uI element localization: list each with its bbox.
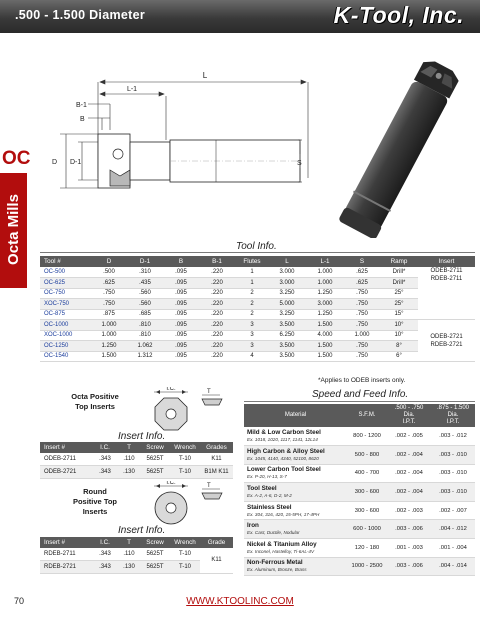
table-cell: .560 <box>126 288 164 299</box>
material-examples: Ex. A-2, A-6, D-2, M-2 <box>247 493 292 499</box>
table-cell: 1.000 <box>92 320 126 331</box>
table-cell: .343 <box>92 561 118 574</box>
table-header-row <box>40 442 233 453</box>
table-row <box>244 427 475 446</box>
column-header: Grade <box>200 537 233 548</box>
table-cell: 25° <box>380 299 418 310</box>
brand-logo: K-Tool, Inc. <box>333 2 464 28</box>
table-cell: 300 - 600 <box>347 483 387 502</box>
table-cell: .220 <box>198 320 236 331</box>
material-cell <box>244 464 347 483</box>
tool-number-link[interactable]: OC-750 <box>40 288 92 299</box>
table-row <box>40 453 233 466</box>
column-header: Insert # <box>40 537 92 548</box>
table-row <box>40 278 475 289</box>
table-cell: .130 <box>118 466 140 479</box>
table-cell: .220 <box>198 309 236 320</box>
dim-label-l1: L-1 <box>126 86 138 93</box>
table-cell: 1.000 <box>306 278 344 289</box>
column-header: Insert <box>418 256 475 267</box>
table-cell: .750 <box>344 299 380 310</box>
header-title: .500 - 1.500 Diameter <box>15 8 145 22</box>
table-row <box>40 351 475 362</box>
divider <box>244 401 475 402</box>
table-cell: .625 <box>92 278 126 289</box>
table-cell: 8° <box>380 341 418 352</box>
material-examples: Ex. Cast, Ductile, Nodular <box>247 530 300 536</box>
table-cell: .003 - .006 <box>387 520 431 539</box>
column-header: S.F.M. <box>347 404 387 427</box>
table-cell: 3 <box>236 320 268 331</box>
material-examples: Ex. Inconel, Hastelloy, Ti-6AL-4V <box>247 548 315 554</box>
material-name: Mild & Low Carbon Steel <box>247 429 321 437</box>
page-number: 70 <box>14 596 25 606</box>
table-cell: 1.000 <box>92 330 126 341</box>
table-cell: .002 - .004 <box>387 483 431 502</box>
table-cell: 1.000 <box>344 330 380 341</box>
table-cell: .750 <box>92 288 126 299</box>
table-cell: Drill* <box>380 267 418 278</box>
table-cell: .003 - .010 <box>431 464 475 483</box>
column-header: Screw <box>140 442 170 453</box>
dim-label-l: L <box>202 71 208 80</box>
table-cell: .220 <box>198 341 236 352</box>
material-cell <box>244 520 347 539</box>
table-cell: T-10 <box>170 561 200 574</box>
material-examples: Ex. Aluminum, Bronze, Brass <box>247 567 307 573</box>
table-cell: 3.250 <box>268 309 306 320</box>
table-cell: .095 <box>164 309 198 320</box>
table-cell: 1.500 <box>92 351 126 362</box>
tool-number-link[interactable]: OC-1540 <box>40 351 92 362</box>
table-row <box>244 539 475 558</box>
column-header: Material <box>244 404 347 427</box>
table-cell: .095 <box>164 288 198 299</box>
table-cell: 400 - 700 <box>347 464 387 483</box>
dim-label-b: B <box>80 116 85 123</box>
table-cell: .002 - .007 <box>431 501 475 520</box>
table-header-row <box>244 404 475 427</box>
material-name: Tool Steel <box>247 485 277 493</box>
svg-text:I.C.: I.C. <box>166 481 176 486</box>
svg-text:I.C.: I.C. <box>166 387 176 392</box>
table-cell: .625 <box>344 267 380 278</box>
table-cell: 3.000 <box>306 299 344 310</box>
tool-number-link[interactable]: XOC-750 <box>40 299 92 310</box>
table-cell: .343 <box>92 548 118 561</box>
table-cell: 15° <box>380 309 418 320</box>
table-cell: .220 <box>198 267 236 278</box>
table-cell: .500 <box>92 267 126 278</box>
insert-code: ODEB-2721 <box>430 333 463 340</box>
material-cell <box>244 427 347 446</box>
material-cell <box>244 483 347 502</box>
table-cell: .003 - .010 <box>431 446 475 465</box>
table-cell: 1.500 <box>306 341 344 352</box>
table-cell: 4.000 <box>306 330 344 341</box>
octa-insert-title: Insert Info. <box>118 431 166 442</box>
table-cell: 1.250 <box>306 309 344 320</box>
table-row <box>244 483 475 502</box>
dim-label-b1: B-1 <box>76 102 87 109</box>
side-tab <box>0 173 27 288</box>
divider <box>40 252 475 253</box>
table-cell: 1.500 <box>306 320 344 331</box>
table-row <box>244 520 475 539</box>
table-cell: 1.000 <box>306 267 344 278</box>
table-cell: .685 <box>126 309 164 320</box>
website-link[interactable]: WWW.KTOOLINC.COM <box>186 596 294 607</box>
table-cell: .343 <box>92 453 118 466</box>
tool-number-link[interactable]: OC-1250 <box>40 341 92 352</box>
table-cell: Drill* <box>380 278 418 289</box>
dim-label-d1: D-1 <box>70 159 82 166</box>
table-cell: 800 - 1200 <box>347 427 387 446</box>
dim-label-d: D <box>52 159 58 166</box>
table-cell: .004 - .012 <box>431 520 475 539</box>
tool-side-view <box>98 134 300 188</box>
table-cell: .810 <box>126 320 164 331</box>
table-cell: T-10 <box>170 453 200 466</box>
table-row <box>40 320 475 331</box>
table-cell: .560 <box>126 299 164 310</box>
table-cell: .095 <box>164 330 198 341</box>
round-insert-table <box>40 537 233 574</box>
insert-code: ODEB-2711 <box>430 268 463 274</box>
table-cell: .625 <box>344 278 380 289</box>
table-row <box>244 464 475 483</box>
insert-number: ODEB-2721 <box>40 466 92 479</box>
table-cell: .110 <box>118 548 140 561</box>
table-cell: 1.062 <box>126 341 164 352</box>
table-cell: .002 - .005 <box>387 427 431 446</box>
dim-line-b <box>88 104 110 130</box>
table-cell: 3.500 <box>268 351 306 362</box>
table-cell: .095 <box>164 351 198 362</box>
svg-text:T: T <box>207 389 211 395</box>
table-cell: .095 <box>164 299 198 310</box>
table-cell: .002 - .003 <box>387 501 431 520</box>
table-cell: 10° <box>380 320 418 331</box>
material-name: Stainless Steel <box>247 503 292 511</box>
column-header: Wrench <box>170 442 200 453</box>
table-row <box>244 557 475 576</box>
table-row <box>40 330 475 341</box>
table-cell: .095 <box>164 267 198 278</box>
tool-info-title: Tool Info. <box>236 241 277 252</box>
tool-note: *Applies to ODEB inserts only. <box>318 377 406 384</box>
material-cell <box>244 446 347 465</box>
tool-number-link[interactable]: OC-625 <box>40 278 92 289</box>
insert-code: RDEB-2721 <box>430 341 463 348</box>
column-header: L-1 <box>306 256 344 267</box>
table-cell: .875 <box>92 309 126 320</box>
table-cell: 1.250 <box>92 341 126 352</box>
column-header: I.C. <box>92 442 118 453</box>
octa-insert-label: Octa Positive Top Inserts <box>71 392 119 411</box>
table-cell: .003 - .010 <box>431 483 475 502</box>
table-cell: 3.000 <box>268 267 306 278</box>
table-cell: B1M K11 <box>200 466 233 479</box>
tool-number-link[interactable]: XOC-1000 <box>40 330 92 341</box>
table-cell: .095 <box>164 341 198 352</box>
table-cell: K11 <box>200 453 233 466</box>
table-cell: 600 - 1000 <box>347 520 387 539</box>
table-cell: 120 - 180 <box>347 539 387 558</box>
table-cell: .002 - .004 <box>387 446 431 465</box>
table-cell: 1.312 <box>126 351 164 362</box>
tool-number-link[interactable]: OC-1000 <box>40 320 92 331</box>
table-cell: K11 <box>200 548 233 573</box>
table-row <box>40 267 475 278</box>
svg-text:T: T <box>207 483 211 489</box>
side-tab-label: Octa Mills <box>5 194 22 265</box>
table-cell: .750 <box>92 299 126 310</box>
table-row <box>244 446 475 465</box>
table-cell: 6.250 <box>268 330 306 341</box>
table-cell: .003 - .006 <box>387 557 431 576</box>
table-cell: .220 <box>198 278 236 289</box>
table-cell: 25° <box>380 288 418 299</box>
material-examples: Ex. 304, 316, 420, 15-5PH, 17-4PH <box>247 511 320 517</box>
table-cell: 2 <box>236 299 268 310</box>
material-name: High Carbon & Alloy Steel <box>247 447 325 455</box>
table-row <box>40 309 475 320</box>
column-header: T <box>118 442 140 453</box>
table-cell: .003 - .012 <box>431 427 475 446</box>
column-header: T <box>118 537 140 548</box>
table-cell: 1.250 <box>306 288 344 299</box>
table-cell: 1 <box>236 267 268 278</box>
column-header: D-1 <box>126 256 164 267</box>
table-cell: .310 <box>126 267 164 278</box>
material-cell <box>244 501 347 520</box>
table-cell: 1000 - 2500 <box>347 557 387 576</box>
table-cell: T-10 <box>170 466 200 479</box>
tool-info-table <box>40 256 475 362</box>
table-row <box>40 299 475 310</box>
dim-label-s: S <box>297 160 302 167</box>
table-cell: 3.000 <box>268 278 306 289</box>
material-name: Lower Carbon Tool Steel <box>247 466 321 474</box>
table-cell: .220 <box>198 299 236 310</box>
speed-feed-table <box>244 404 475 576</box>
table-cell: .130 <box>118 561 140 574</box>
table-cell: 500 - 800 <box>347 446 387 465</box>
tool-drawing <box>40 58 460 238</box>
page-header <box>0 0 480 33</box>
insert-group <box>418 267 475 320</box>
tool-number-link[interactable]: OC-875 <box>40 309 92 320</box>
insert-group <box>418 320 475 362</box>
column-header: Tool # <box>40 256 92 267</box>
column-header: B <box>164 256 198 267</box>
column-header: D <box>92 256 126 267</box>
table-cell: .001 - .004 <box>431 539 475 558</box>
tool-photo <box>338 58 460 238</box>
table-cell: 3 <box>236 330 268 341</box>
column-header: .500 - .750 Dia. I.P.T. <box>387 404 431 427</box>
material-name: Non-Ferrous Metal <box>247 559 303 567</box>
column-header: L <box>268 256 306 267</box>
table-cell: .110 <box>118 453 140 466</box>
table-cell: 300 - 600 <box>347 501 387 520</box>
table-cell: .435 <box>126 278 164 289</box>
table-cell: .220 <box>198 288 236 299</box>
insert-number: ODEB-2711 <box>40 453 92 466</box>
table-cell: 3.250 <box>268 288 306 299</box>
table-row <box>40 341 475 352</box>
table-cell: .343 <box>92 466 118 479</box>
column-header: Ramp <box>380 256 418 267</box>
table-cell: 1 <box>236 278 268 289</box>
column-header: Insert # <box>40 442 92 453</box>
column-header: .875 - 1.500 Dia. I.P.T. <box>431 404 475 427</box>
column-header: S <box>344 256 380 267</box>
insert-code: RDEB-2711 <box>430 276 463 282</box>
table-cell: 3.500 <box>268 320 306 331</box>
table-row <box>40 548 233 561</box>
speed-feed-title: Speed and Feed Info. <box>312 389 409 400</box>
table-cell: T-10 <box>170 548 200 561</box>
column-header: B-1 <box>198 256 236 267</box>
table-cell: 3.500 <box>268 341 306 352</box>
round-insert-label: Round Positive Top Inserts <box>72 487 118 516</box>
table-cell: .750 <box>344 320 380 331</box>
table-cell: 5625T <box>140 466 170 479</box>
round-insert-diagram <box>140 481 250 525</box>
table-cell: .095 <box>164 278 198 289</box>
table-cell: .750 <box>344 341 380 352</box>
table-cell: .095 <box>164 320 198 331</box>
octa-insert-diagram <box>140 387 250 431</box>
material-examples: Ex. P-20, H-13, S-7 <box>247 474 287 480</box>
table-cell: .220 <box>198 330 236 341</box>
table-cell: 2 <box>236 288 268 299</box>
table-row <box>40 466 233 479</box>
column-header: I.C. <box>92 537 118 548</box>
table-cell: 5625T <box>140 453 170 466</box>
tool-number-link[interactable]: OC-500 <box>40 267 92 278</box>
column-header: Screw <box>140 537 170 548</box>
material-examples: Ex. 1018, 1020, 1117, 1141, 12L14 <box>247 437 318 443</box>
material-cell <box>244 539 347 558</box>
table-cell: .750 <box>344 351 380 362</box>
table-cell: 5625T <box>140 561 170 574</box>
insert-number: RDEB-2721 <box>40 561 92 574</box>
table-cell: 5625T <box>140 548 170 561</box>
table-cell: 5.000 <box>268 299 306 310</box>
table-cell: .002 - .004 <box>387 464 431 483</box>
table-cell: .004 - .014 <box>431 557 475 576</box>
table-cell: .750 <box>344 288 380 299</box>
column-header: Flutes <box>236 256 268 267</box>
table-cell: 3 <box>236 341 268 352</box>
table-header-row <box>40 537 233 548</box>
table-cell: .220 <box>198 351 236 362</box>
series-tag: OC <box>2 148 31 169</box>
table-cell: 10° <box>380 330 418 341</box>
octa-insert-table <box>40 442 233 479</box>
table-header-row <box>40 256 475 267</box>
table-row <box>40 288 475 299</box>
table-cell: .750 <box>344 309 380 320</box>
material-name: Nickel & Titanium Alloy <box>247 540 317 548</box>
table-cell: .001 - .003 <box>387 539 431 558</box>
round-insert-title: Insert Info. <box>118 525 166 536</box>
material-cell <box>244 557 347 576</box>
column-header: Wrench <box>170 537 200 548</box>
table-cell: 2 <box>236 309 268 320</box>
table-cell: .810 <box>126 330 164 341</box>
column-header: Grades <box>200 442 233 453</box>
table-cell: 6° <box>380 351 418 362</box>
table-cell: 4 <box>236 351 268 362</box>
material-name: Iron <box>247 522 259 530</box>
table-row <box>244 501 475 520</box>
insert-number: RDEB-2711 <box>40 548 92 561</box>
table-cell: 1.500 <box>306 351 344 362</box>
material-examples: Ex. 1045, 4140, 4340, 52100, 8620 <box>247 455 319 461</box>
